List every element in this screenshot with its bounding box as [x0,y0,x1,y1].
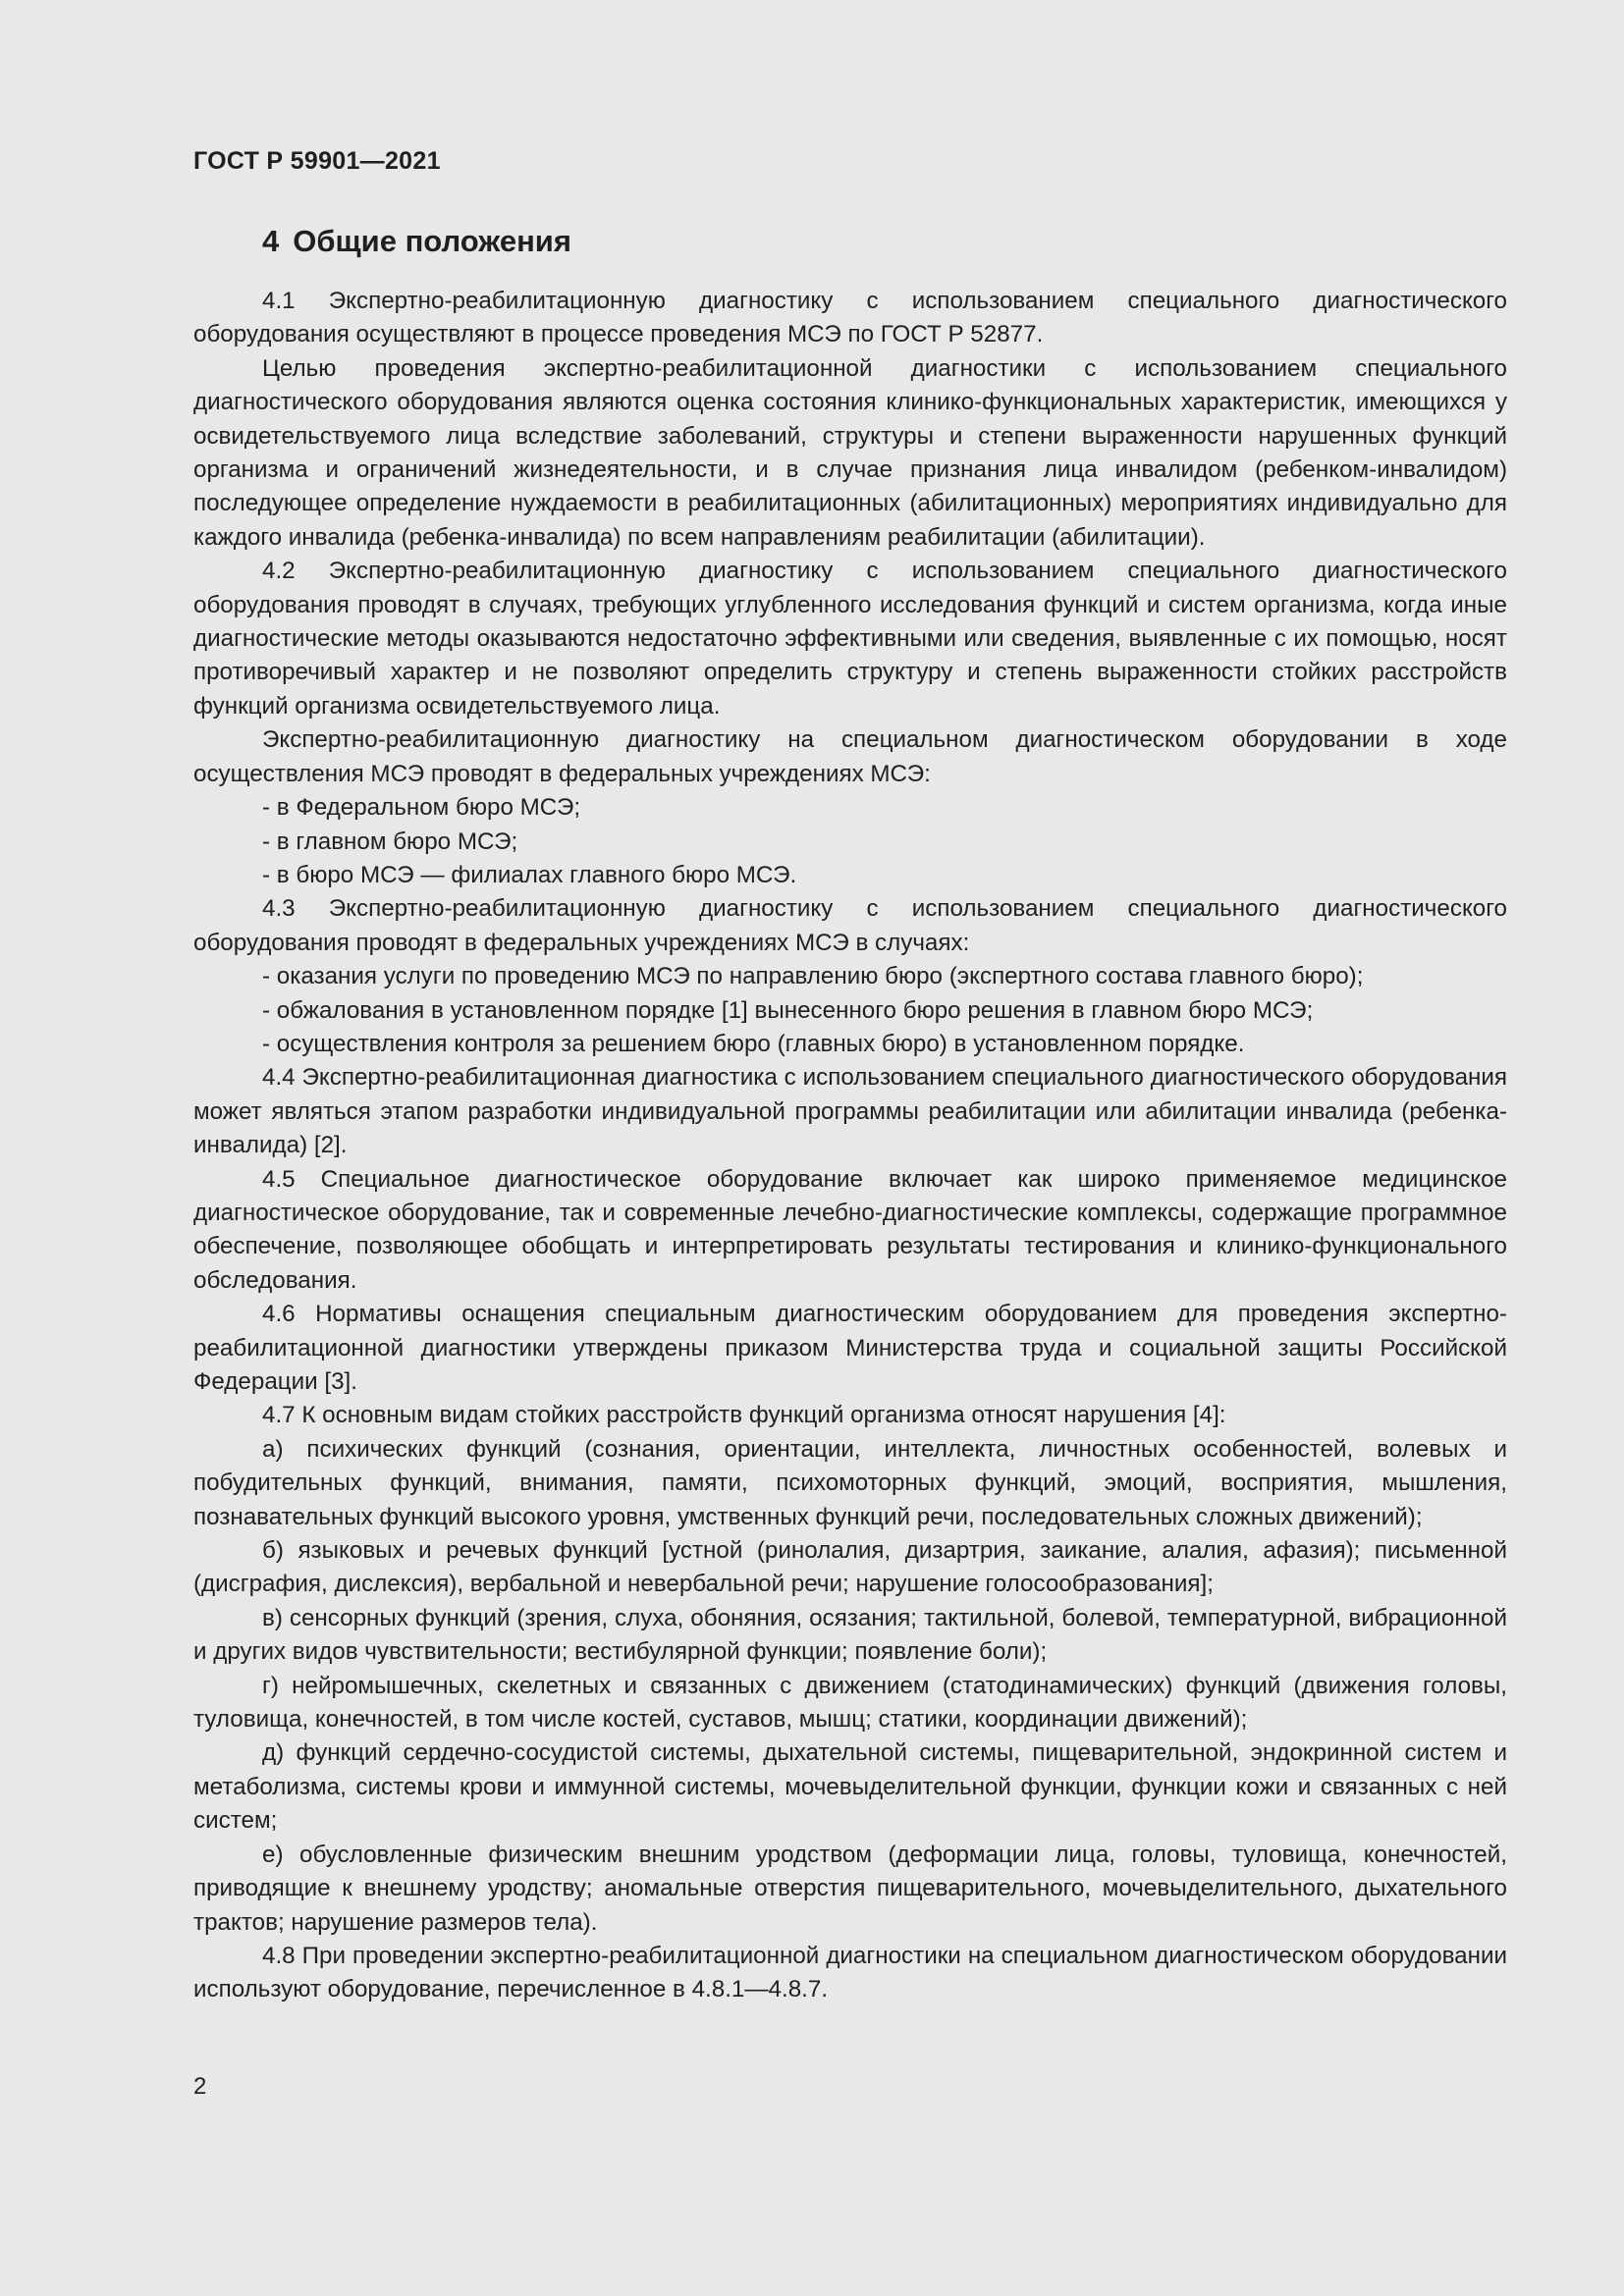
paragraph: 4.3 Экспертно-реабилитационную диагностику с использованием специального диагностического оборудования проводят в федеральных учреждениях МСЭ в случаях: [193,895,1507,956]
paragraph: 4.5 Специальное диагностическое оборудование включает как широко применяемое медицинское диагностическое оборудование, так и современные лечебно-диагностические комплексы, содержащие программное обеспечение, позволяющее обобщать и интерпретировать результаты тестирования и клинико-функционального обследования. [193,1165,1507,1294]
paragraph: 4.4 Экспертно-реабилитационная диагностика с использованием специального диагностического оборудования может являться этапом разработки индивидуальной программы реабилитации или абилитации инвалида (ребенка-инвалида) [2]. [193,1064,1507,1159]
section-heading [262,224,571,259]
paragraph: в) сенсорных функций (зрения, слуха, обоняния, осязания; тактильной, болевой, температурной, вибрационной и других видов чувствительности; вестибулярной функции; появление боли); [193,1604,1507,1666]
paragraph: Целью проведения экспертно-реабилитационной диагностики с использованием специального диагностического оборудования являются оценка состояния клинико-функциональных характеристик, имеющихся у освидетельствуемого лица вследствие заболеваний, структуры и степени выраженности нарушенных функций организма и ограничений жизнедеятельности, и в случае признания лица инвалидом (ребенком-инвалидом) последующее определение нуждаемости в реабилитационных (абилитационных) мероприятиях индивидуально для каждого инвалида (ребенка-инвалида) по всем направлениям реабилитации (абилитации). [193,354,1507,551]
list-item: - в Федеральном бюро МСЭ; [262,794,581,822]
section-number: 4 [262,224,280,258]
section-title-text: Общие положения [293,224,571,258]
paragraph: 4.6 Нормативы оснащения специальным диагностическим оборудованием для проведения экспертно-реабилитационной диагностики утверждены приказом Министерства труда и социальной защиты Российской Федерации [3]. [193,1301,1507,1395]
paragraph: д) функций сердечно-сосудистой системы, дыхательной системы, пищеварительной, эндокринной систем и метаболизма, системы крови и иммунной системы, мочевыделительной функции, функции кожи и связанных с ней систем; [193,1739,1507,1835]
paragraph: б) языковых и речевых функций [устной (ринолалия, дизартрия, заикание, алалия, афазия); письменной (дисграфия, дислексия), вербальной и невербальной речи; нарушение голосообразования]; [193,1537,1507,1598]
list-item: - в главном бюро МСЭ; [262,828,518,855]
paragraph: 4.7 К основным видам стойких расстройств функций организма относят нарушения [4]: [262,1402,1226,1429]
paragraph: а) психических функций (сознания, ориентации, интеллекта, личностных особенностей, волевых и побудительных функций, внимания, памяти, психомоторных функций, эмоций, восприятия, мышления, познавательных функций высокого уровня, умственных функций речи, последовательных сложных движений); [193,1435,1507,1530]
list-item: - оказания услуги по проведению МСЭ по направлению бюро (экспертного состава главного бюро); [262,963,1364,990]
list-item: - в бюро МСЭ — филиалах главного бюро МСЭ. [262,861,797,888]
paragraph: е) обусловленные физическим внешним уродством (деформации лица, головы, туловища, конечностей, приводящие к внешнему уродству; аномальные отверстия пищеварительного, мочевыделительного, дыхательного трактов; нарушение размеров тела). [193,1841,1507,1936]
list-item: - обжалования в установленном порядке [1] вынесенного бюро решения в главном бюро МСЭ; [262,996,1314,1024]
paragraph: 4.8 При проведении экспертно-реабилитационной диагностики на специальном диагностическом оборудовании используют оборудование, перечисленное в 4.8.1—4.8.7. [193,1942,1507,2003]
paragraph: 4.1 Экспертно-реабилитационную диагностику с использованием специального диагностического оборудования осуществляют в процессе проведения МСЭ по ГОСТ Р 52877. [193,288,1507,348]
document-body [193,285,1507,2007]
list-item: - осуществления контроля за решением бюро (главных бюро) в установленном порядке. [262,1030,1245,1057]
paragraph: Экспертно-реабилитационную диагностику на специальном диагностическом оборудовании в ходе осуществления МСЭ проводят в федеральных учреждениях МСЭ: [193,726,1507,787]
paragraph: 4.2 Экспертно-реабилитационную диагностику с использованием специального диагностического оборудования проводят в случаях, требующих углубленного исследования функций и систем организма, когда иные диагностические методы оказываются недостаточно эффективными или сведения, выявленные с их помощью, носят противоречивый характер и не позволяют определить структуру и степень выраженности стойких расстройств функций организма освидетельствуемого лица. [193,558,1507,720]
paragraph: г) нейромышечных, скелетных и связанных с движением (статодинамических) функций (движения головы, туловища, конечностей, в том числе костей, суставов, мышц; статики, координации движений); [193,1672,1507,1734]
document-header: ГОСТ Р 59901—2021 [193,147,441,175]
page-number: 2 [193,2073,207,2100]
